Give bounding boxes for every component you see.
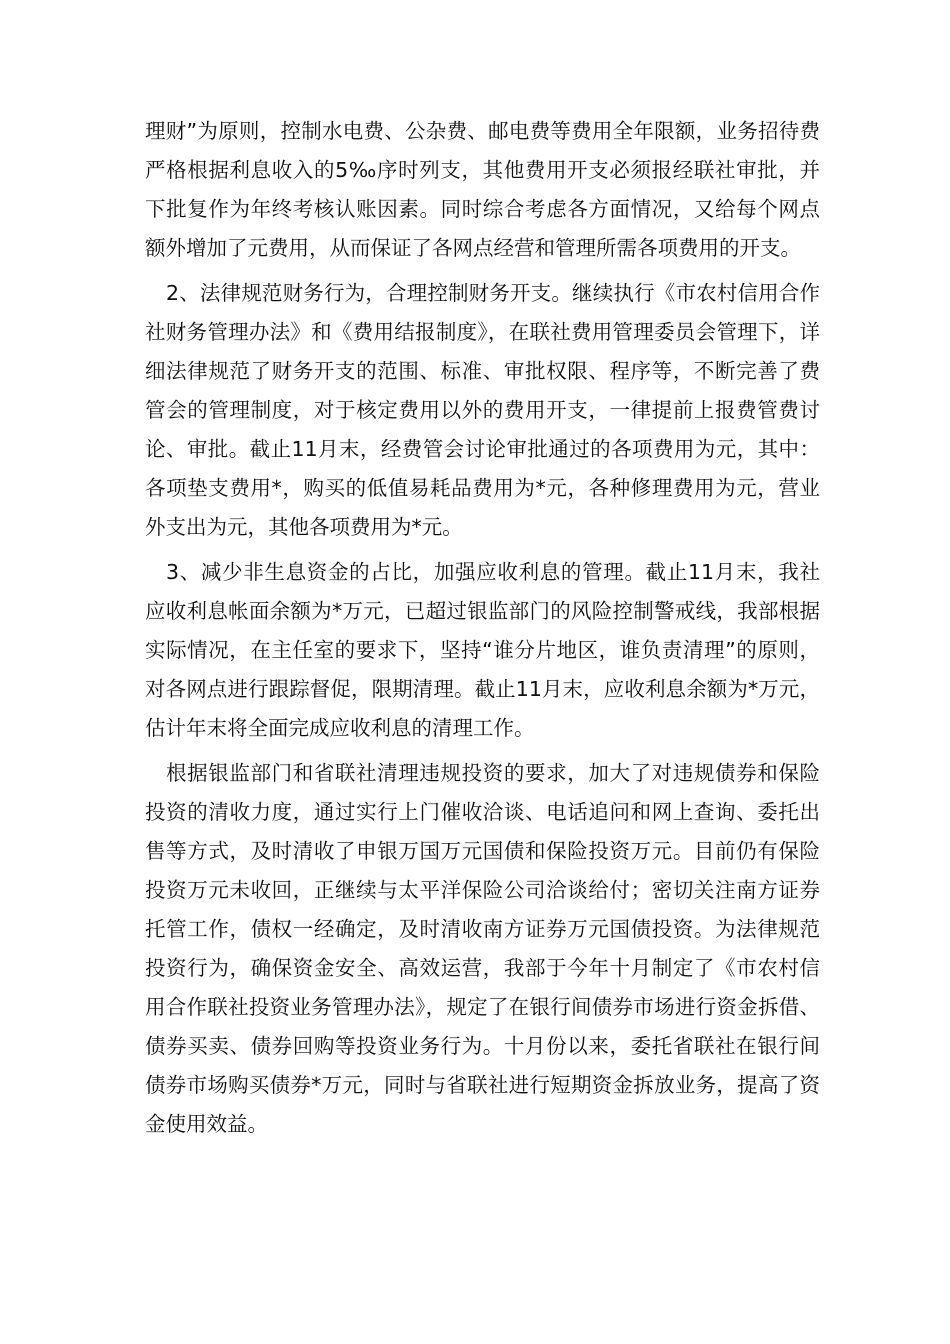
paragraph-interest-receivable: 3、减少非生息资金的占比，加强应收利息的管理。截止11月末，我社应收利息帐面余额为*万元，已超过银监部门的风险控制警戒线，我部根据实际情况，在主任室的要求下，坚持“谁分片地区，谁负责清理”的原则，对各网点进行跟踪督促，限期清理。截止11月末，应收利息余额为*万元，估计年末将全面完成应收利息的清理工作。 <box>145 560 820 740</box>
paragraph-investment-cleanup: 根据银监部门和省联社清理违规投资的要求，加大了对违规债券和保险投资的清收力度，通过实行上门催收洽谈、电话追问和网上查询、委托出售等方式，及时清收了申银万国万元国债和保险投资万元。目前仍有保险投资万元未收回，正继续与太平洋保险公司洽谈给付；密切关注南方证券托管工作，债权一经确定，及时清收南方证券万元国债投资。为法律规范投资行为，确保资金安全、高效运营，我部于今年十月制定了《市农村信用合作联社投资业务管理办法》，规定了在银行间债券市场进行资金拆借、债券买卖、债券回购等投资业务行为。十月份以来，委托省联社在银行间债券市场购买债券*万元，同时与省联社进行短期资金拆放业务，提高了资金使用效益。 <box>145 761 820 1136</box>
paragraph-expense-control: 理财”为原则，控制水电费、公杂费、邮电费等费用全年限额，业务招待费严格根据利息收入的5‰序时列支，其他费用开支必须报经联社审批，并下批复作为年终考核认账因素。同时综合考虑各方面情况，又给每个网点额外增加了元费用，从而保证了各网点经营和管理所需各项费用的开支。 <box>145 119 820 260</box>
document-body <box>145 112 820 1150</box>
paragraph-financial-conduct: 2、法律规范财务行为，合理控制财务开支。继续执行《市农村信用合作社财务管理办法》和《费用结报制度》，在联社费用管理委员会管理下，详细法律规范了财务开支的范围、标准、审批权限、程序等，不断完善了费管会的管理制度，对于核定费用以外的费用开支，一律提前上报费管费讨论、审批。截止11月末，经费管会讨论审批通过的各项费用为元，其中：各项垫支费用*，购买的低值易耗品费用为*元，各种修理费用为元，营业外支出为元，其他各项费用为*元。 <box>145 281 820 539</box>
